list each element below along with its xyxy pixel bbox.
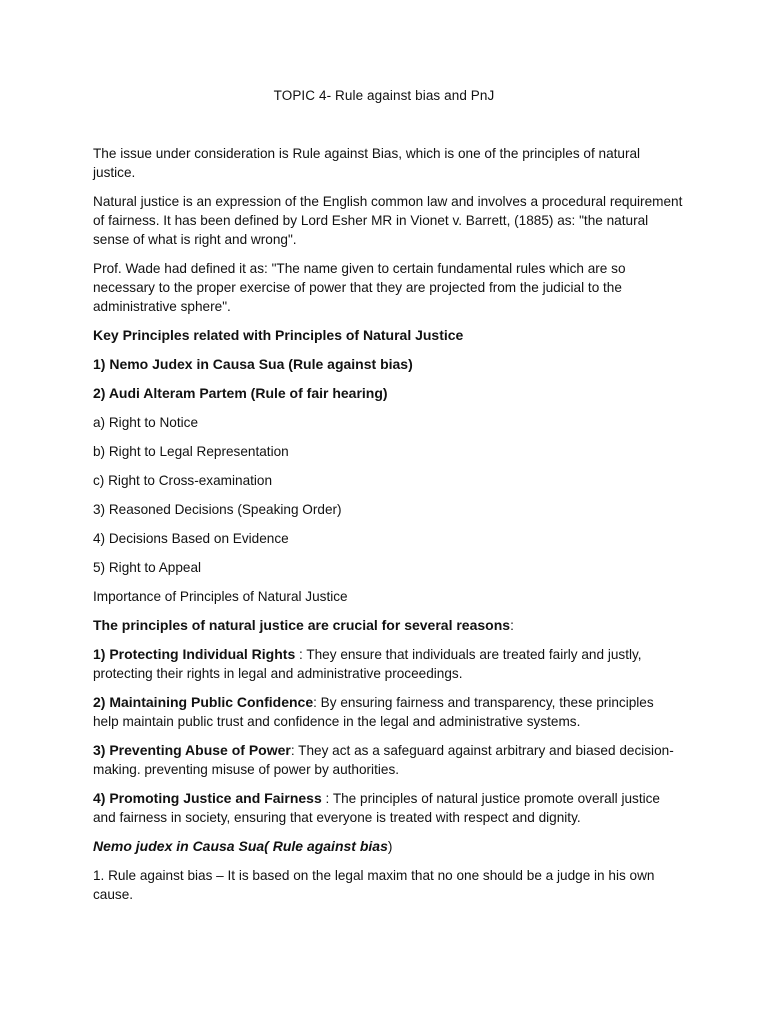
reason-title: 3) Preventing Abuse of Power — [93, 742, 291, 758]
reason-item — [93, 789, 683, 827]
reason-title: 1) Protecting Individual Rights — [93, 646, 296, 662]
reason-title: 2) Maintaining Public Confidence — [93, 694, 314, 710]
reason-text: : They ensure that individuals are treated fairly and justly, protecting their rights in legal and administrative proceedings. — [93, 647, 642, 681]
definition-paragraph: Natural justice is an expression of the English common law and involves a procedural requirement of fairness. It has been defined by Lord Esher MR in Vionet v. Barrett, (1885) as: "the natural sense of what is right and wrong". — [93, 194, 683, 247]
importance-line: Importance of Principles of Natural Justice — [93, 589, 348, 604]
principle-5: 5) Right to Appeal — [93, 560, 202, 575]
reason-text: : The principles of natural justice promote overall justice and fairness in society, ensuring that everyone is treated with respect and dignity. — [93, 791, 660, 825]
key-principles-heading: Key Principles related with Principles of Natural Justice — [93, 327, 464, 343]
sub-principle-c: c) Right to Cross-examination — [93, 473, 273, 488]
crucial-heading-colon: : — [510, 618, 514, 633]
principle-4: 4) Decisions Based on Evidence — [93, 531, 289, 546]
nemo-heading-text: Nemo judex in Causa Sua( Rule against bias — [93, 838, 388, 854]
reason-text: : By ensuring fairness and transparency, these principles help maintain public trust and confidence in the legal and administrative systems. — [93, 695, 654, 729]
sub-principle-b: b) Right to Legal Representation — [93, 444, 289, 459]
rule-point-1: 1. Rule against bias – It is based on the legal maxim that no one should be a judge in his own cause. — [93, 868, 655, 902]
intro-paragraph: The issue under consideration is Rule against Bias, which is one of the principles of natural justice. — [93, 146, 641, 180]
document-title: TOPIC 4- Rule against bias and PnJ — [273, 88, 495, 103]
reason-title: 4) Promoting Justice and Fairness — [93, 790, 322, 806]
principle-3: 3) Reasoned Decisions (Speaking Order) — [93, 502, 342, 517]
crucial-heading-bold: The principles of natural justice are crucial for several reasons — [93, 617, 511, 633]
reason-text: : They act as a safeguard against arbitrary and biased decision-making. preventing misuse of power by authorities. — [93, 743, 674, 777]
nemo-heading-paren: ) — [387, 839, 393, 854]
reason-item — [93, 645, 683, 683]
document-body — [93, 144, 683, 914]
reason-item — [93, 741, 683, 779]
sub-principle-a: a) Right to Notice — [93, 415, 199, 430]
principle-2: 2) Audi Alteram Partem (Rule of fair hearing) — [93, 385, 388, 401]
nemo-heading — [93, 837, 683, 856]
principle-1: 1) Nemo Judex in Causa Sua (Rule against bias) — [93, 356, 413, 372]
reason-item — [93, 693, 683, 731]
crucial-heading — [93, 616, 683, 635]
wade-paragraph: Prof. Wade had defined it as: "The name given to certain fundamental rules which are so necessary to the proper exercise of power that they are projected from the judicial to the administrative sphere". — [93, 261, 626, 314]
